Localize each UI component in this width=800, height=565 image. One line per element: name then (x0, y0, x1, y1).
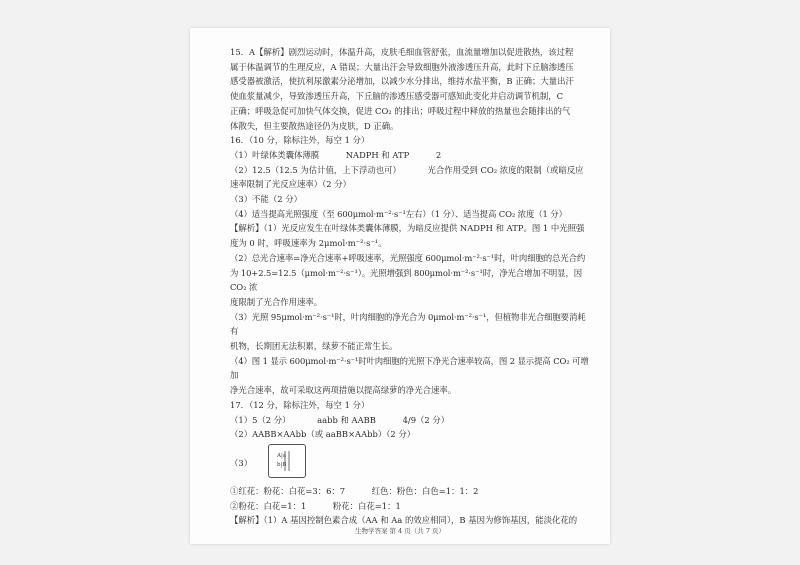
text-line: 使血浆量减少，导致渗透压升高，下丘脑的渗透压感受器可感知此变化并启动调节机制，C (230, 91, 564, 102)
text-line: 度限制了光合作用速率。 (230, 296, 323, 307)
text-line: （4）适当提高光照强度（至 600μmol·m⁻²·s⁻¹左右）（1 分）、适当提高 CO₂ 浓度（1 分） (230, 208, 567, 219)
text-line: 净光合速率，故可采取这两项措施以提高绿萝的净光合速率。 (230, 385, 457, 396)
text-line: 15．A【解析】剧烈运动时，体温升高，皮肤毛细血管舒张，血流量增加以促进散热，该过程 (230, 47, 574, 57)
figure-row (230, 442, 590, 484)
gene-label: b|B (277, 461, 287, 468)
answer-sheet-page (190, 28, 610, 544)
text-line: （3）光照 95μmol·m⁻²·s⁻¹时，叶肉细胞的净光合为 0μmol·m⁻²·s⁻¹，但植物非光合细胞要消耗有 (230, 311, 586, 337)
chromosome-lines (269, 445, 305, 477)
analysis-line: 【解析】（1）光反应发生在叶绿体类囊体薄膜，为暗反应提供 NADPH 和 ATP。图 1 中光照强 (230, 223, 585, 234)
text-line: 度为 0 时，呼吸速率为 2μmol·m⁻²·s⁻¹。 (230, 238, 387, 249)
text-line: （1）叶绿体类囊体薄膜 NADPH 和 ATP 2 (230, 149, 442, 160)
text-line: （4）图 1 显示 600μmol·m⁻²·s⁻¹时叶肉细胞的光照下净光合速率较高，图 2 显示提高 CO₂ 可增加 (230, 355, 589, 381)
question-heading: 17．（12 分，除标注外，每空 1 分） (230, 399, 370, 410)
figure-label: （3） (230, 457, 253, 468)
text-line: （3）不能（2 分） (230, 194, 302, 205)
text-line: 为 10+2.5=12.5（μmol·m⁻²·s⁻¹）。光照增强到 800μmol·m⁻²·s⁻¹时，净光合增加不明显，因 CO₂ 浓 (230, 267, 585, 293)
text-line: 机物，长期团无法积累，绿萝不能正常生长。 (230, 341, 398, 352)
answer-text-block (230, 45, 590, 528)
text-line: （1）5（2 分） aabb 和 AABB 4/9（2 分） (230, 414, 450, 425)
analysis-line: 【解析】（1）A 基因控制色素合成（AA 和 Aa 的效应相同），B 基因为修饰基因，能淡化花的 (230, 515, 578, 526)
text-line: 感受器被激活，使抗利尿激素分泌增加，以减少水分排出，维持水盐平衡，B 正确；大量出汗 (230, 76, 574, 87)
text-line: （2）12.5（12.5 为估计值，上下浮动也可） 光合作用受到 CO₂ 浓度的限制（或暗反应 (230, 164, 584, 175)
question-heading: 16．（10 分，除标注外，每空 1 分） (230, 135, 370, 146)
gene-label: A|a (277, 452, 287, 459)
text-line: ②粉花：白花=1：1 粉花：白花=1：1 (230, 500, 401, 511)
text-line: 速率限制了光反应速率）（2 分） (230, 179, 352, 190)
chromosome-diagram (268, 444, 306, 478)
text-line: ①红花：粉花：白花=3：6：7 红色：粉色：白色=1：1：2 (230, 485, 479, 496)
text-line: 正确；呼吸急促可加快气体交换，促进 CO₂ 的排出；呼吸过程中释放的热量也会随排出的气 (230, 105, 571, 116)
text-line: 体散失，但主要散热途径仍为皮肤，D 正确。 (230, 120, 399, 131)
text-line: 属于体温调节的生理反应，A 错误；大量出汗会导致细胞外液渗透压升高，此时下丘脑渗透压 (230, 61, 574, 72)
text-line: （2）AABB×AAbb（或 aaBB×AAbb）（2 分） (230, 429, 416, 440)
text-line: （2）总光合速率=净光合速率+呼吸速率，光照强度 600μmol·m⁻²·s⁻¹时，叶肉细胞的总光合约 (230, 252, 586, 263)
page-footer: 生物学答案 第 4 页（共 7 页） (354, 527, 446, 535)
